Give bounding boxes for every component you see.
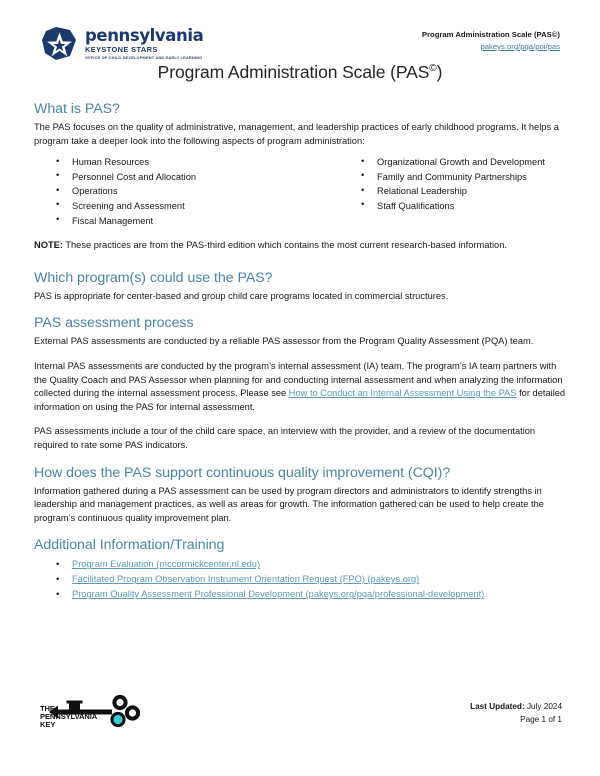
logo-wordmark: pennsylvania [85, 26, 204, 45]
section-heading-additional-information: Additional Information/Training [34, 537, 225, 554]
fpo-orientation-request-link[interactable]: Facilitated Program Observation Instrument Orientation Request (FPO) (pakeys.org) [72, 574, 420, 585]
program-evaluation-link[interactable]: Program Evaluation (mccormickcenter.nl.edu) [72, 559, 261, 570]
list-item: • Family and Community Partnerships [339, 170, 566, 185]
copyright-superscript: © [429, 63, 437, 75]
assessment-internal-text-after: for detailed information on using the PAS for internal assessment. [34, 388, 566, 412]
section-heading-cqi: How does the PAS support continuous quality improvement (CQI)? [34, 464, 451, 481]
section-heading-what-is-pas: What is PAS? [34, 101, 120, 117]
aspects-two-column-list [34, 155, 566, 228]
last-updated-label: Last Updated: [470, 702, 525, 711]
list-item: • Personnel Cost and Allocation [34, 170, 339, 185]
page-title-main: Program Administration Scale (PAS [157, 62, 430, 82]
assessment-external-paragraph: External PAS assessments are conducted by a reliable PAS assessor from the Program Quality Assessment (PQA) team. [34, 336, 534, 347]
list-item: • Relational Leadership [339, 184, 566, 199]
aspects-column-left [34, 155, 339, 228]
header-reference-block [422, 29, 560, 53]
how-to-conduct-internal-assessment-link[interactable]: How to Conduct an Internal Assessment Using the PAS [288, 388, 517, 399]
page-number: Page 1 of 1 [520, 715, 562, 724]
list-item: • Fiscal Management [34, 214, 339, 229]
aspects-list-right [339, 155, 566, 213]
pennsylvania-keystone-stars-logo [40, 26, 203, 62]
aspects-column-right [339, 155, 566, 228]
assessment-internal-text-before: Internal PAS assessments are conducted by the program’s internal assessment (IA) team. The program’s IA team partners with the Quality Coach and PAS Assessor when planning for and conducting internal assessment and when analyzing the information collected during the internal assessment process. Please see [34, 360, 563, 399]
page-title-close: ) [436, 62, 443, 82]
header-doc-url-link[interactable]: pakeys.org/pqa/poi/pas [480, 42, 560, 51]
last-updated-value: July 2024 [524, 702, 562, 711]
keystone-star-icon [40, 26, 80, 62]
additional-links-list [34, 557, 566, 602]
key-logo-line-1: THE [40, 704, 55, 713]
list-item [34, 587, 566, 602]
key-logo-text [40, 705, 97, 730]
last-updated [470, 700, 562, 713]
logo-office-line: OFFICE OF CHILD DEVELOPMENT AND EARLY LEARNING [85, 54, 203, 60]
page-footer [0, 694, 600, 746]
assessment-internal-paragraph [34, 360, 566, 414]
aspects-list-left [34, 155, 339, 228]
key-logo-line-2: PENNSYLVANIA [40, 712, 98, 722]
note-label: NOTE: [34, 240, 63, 251]
footer-meta-block [470, 700, 562, 726]
page-title [0, 62, 600, 83]
list-item: • Organizational Growth and Development [339, 155, 566, 170]
logo-subtitle: KEYSTONE STARS [85, 45, 158, 54]
note-text: These practices are from the PAS-third edition which contains the most current research-based information. [62, 240, 507, 251]
pqa-professional-development-link[interactable]: Program Quality Assessment Professional Development (pakeys.org/pqa/professional-development) [72, 589, 485, 600]
section-heading-which-programs: Which program(s) could use the PAS? [34, 269, 273, 286]
logo-text-block [85, 26, 203, 61]
which-programs-paragraph: PAS is appropriate for center-based and group child care programs located in commercial structures. [34, 290, 449, 301]
key-logo-line-3: KEY [40, 720, 56, 730]
assessment-includes-paragraph: PAS assessments include a tour of the child care space, an interview with the provider, and a review of the documentation required to rate some PAS indicators. [34, 426, 536, 450]
list-item: • Staff Qualifications [339, 199, 566, 214]
what-is-pas-intro: The PAS focuses on the quality of administrative, management, and leadership practices of early childhood programs. It helps a program take a deeper look into the following aspects of program administration: [34, 122, 559, 146]
pas-edition-note [34, 239, 566, 253]
list-item: • Human Resources [34, 155, 339, 170]
the-pennsylvania-key-logo [36, 694, 144, 740]
list-item [34, 557, 566, 572]
section-heading-assessment-process: PAS assessment process [34, 315, 194, 332]
document-body [34, 100, 566, 602]
list-item: • Operations [34, 184, 339, 199]
header-doc-reference: Program Administration Scale (PAS©) [421, 30, 560, 39]
list-item [34, 572, 566, 587]
list-item: • Screening and Assessment [34, 199, 339, 214]
cqi-paragraph: Information gathered during a PAS assessment can be used by program directors and administrators to identify strengths in leadership and management practices, as well as areas for growth. The information gathered can be used to help create the program’s continuous quality improvement plan. [34, 485, 544, 523]
